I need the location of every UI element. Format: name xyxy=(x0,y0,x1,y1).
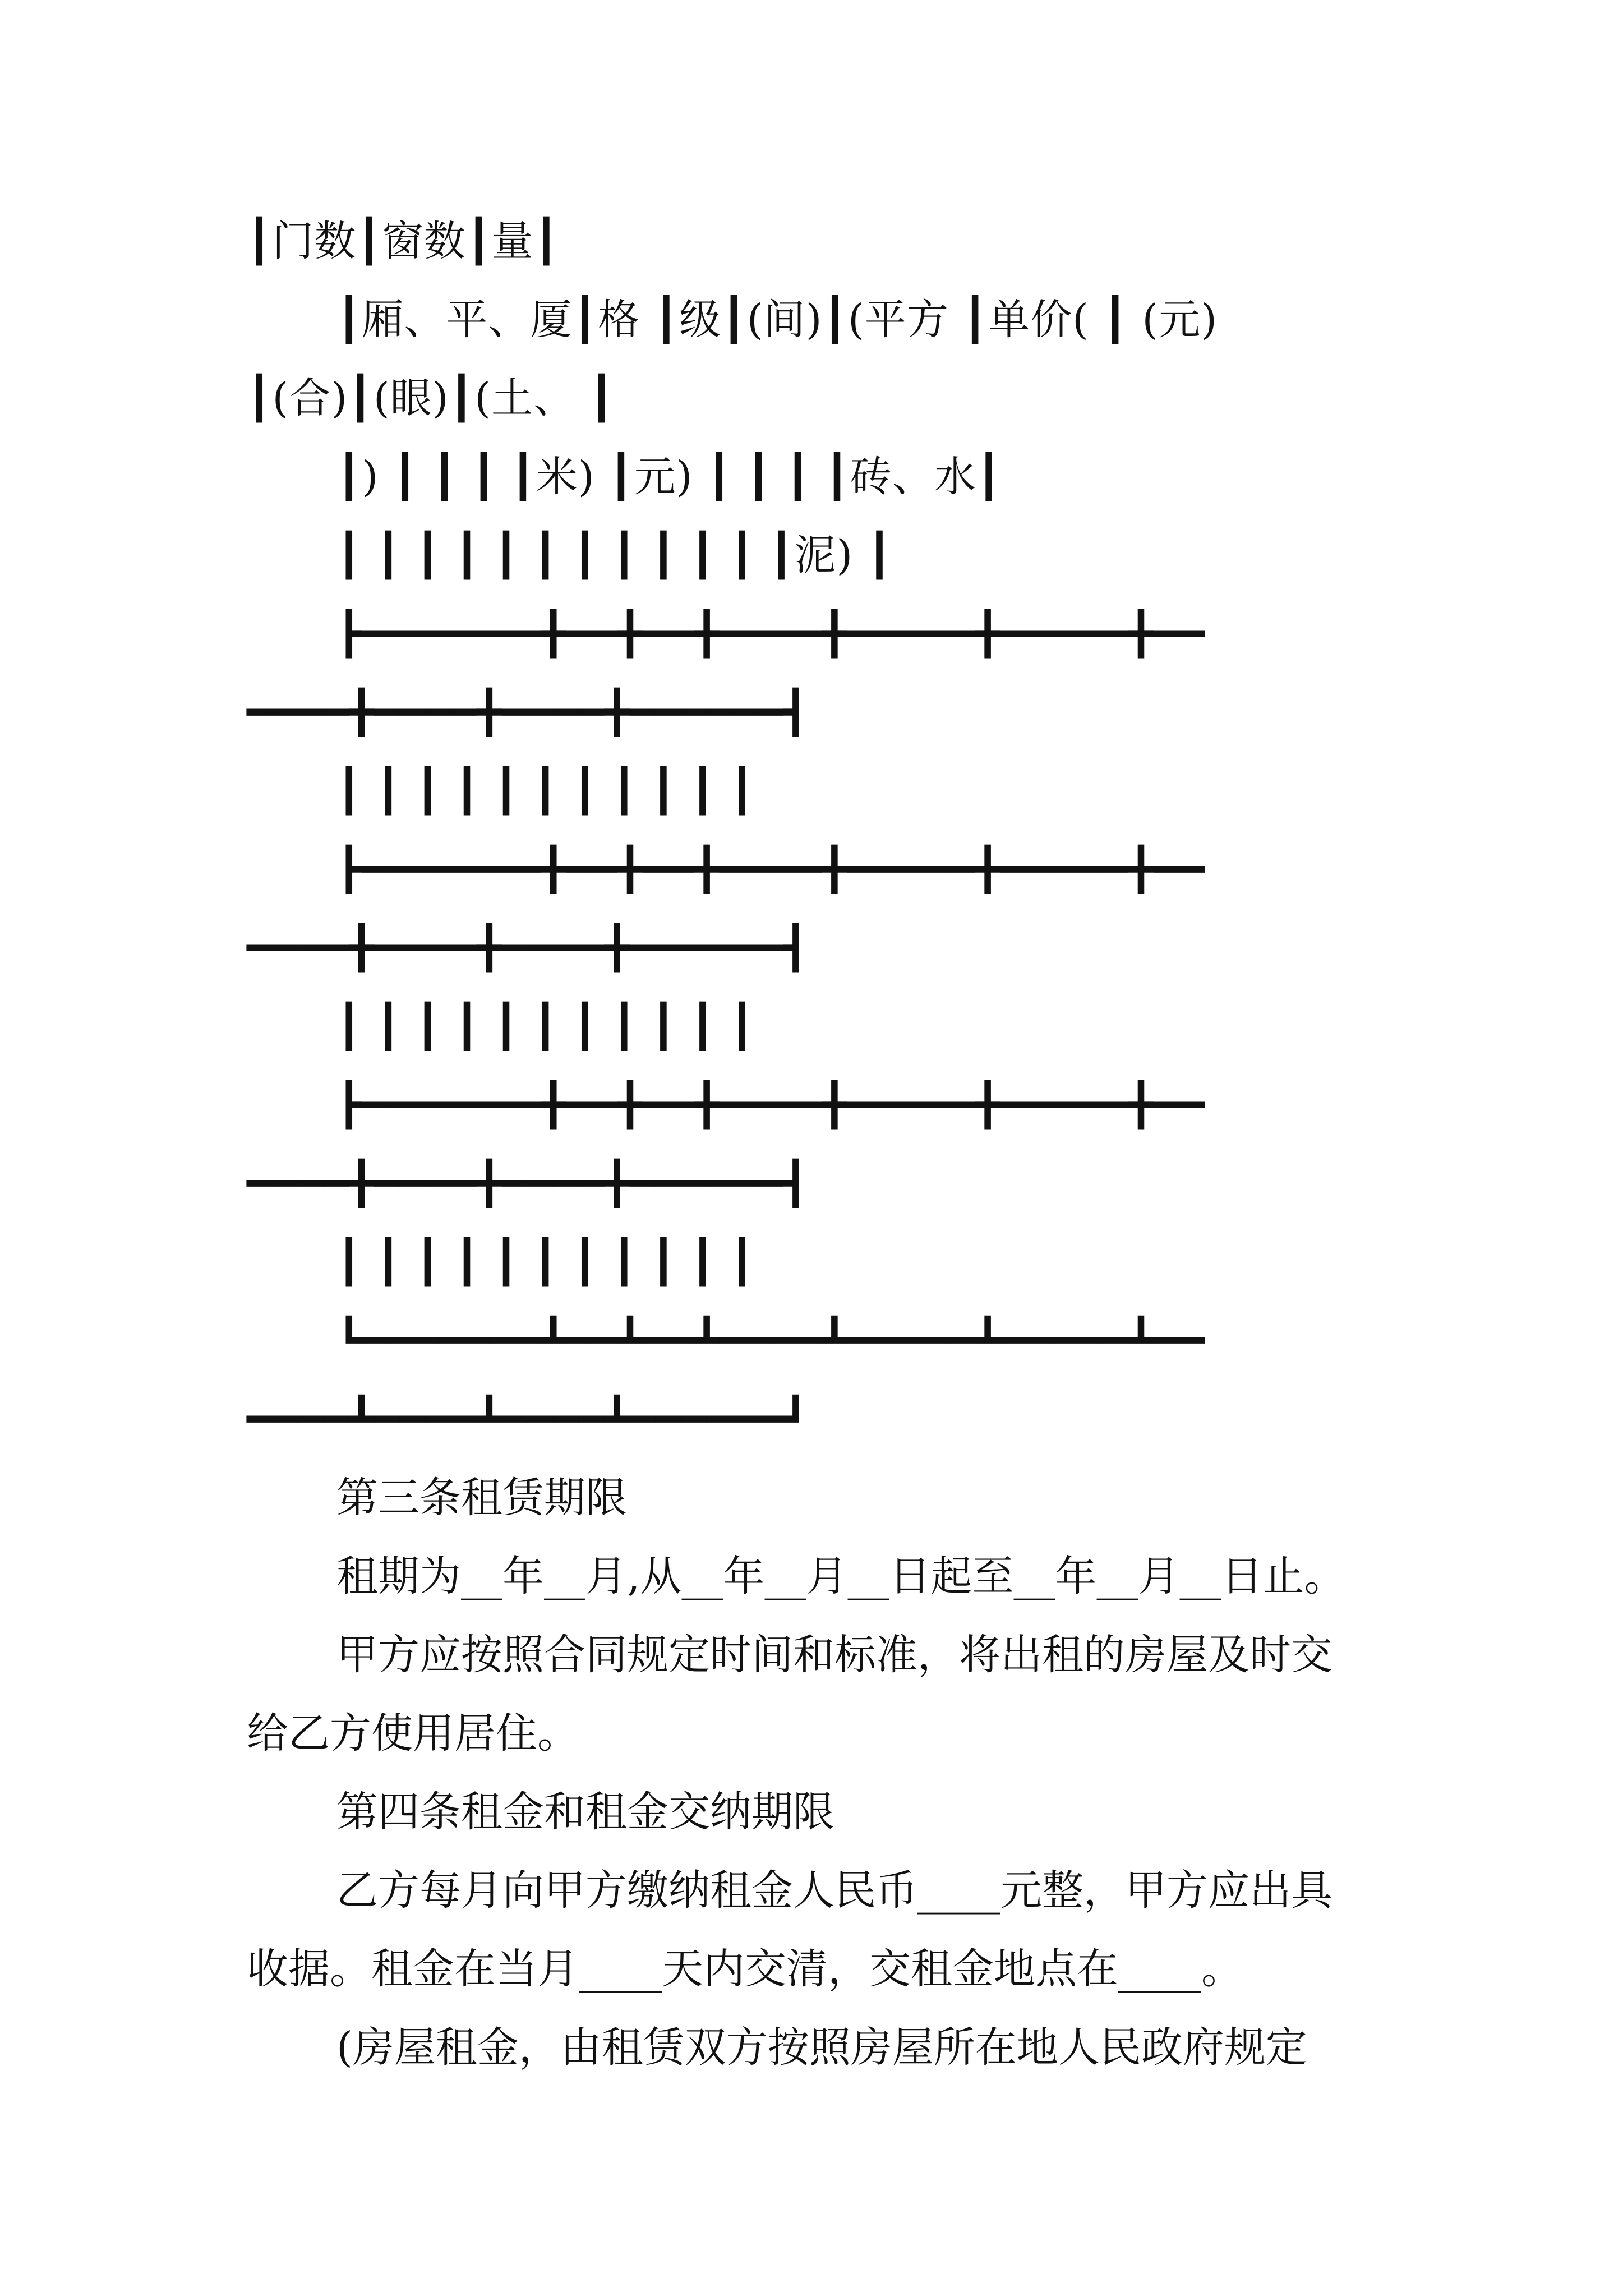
table-header-row-4: ┃) ┃ ┃ ┃ ┃米) ┃元) ┃ ┃ ┃ ┃砖、水┃ xyxy=(336,453,1002,501)
table-rule-3b: ━━━━╋━━━━╋━━━━╋━━━━━━┫ xyxy=(247,1159,809,1208)
table-rule-2b: ━━━━╋━━━━╋━━━━╋━━━━━━┫ xyxy=(247,924,809,972)
article4-note-line1: (房屋租金，由租赁双方按照房屋所在地人民政府规定 xyxy=(336,2023,1307,2072)
table-row-2: ┃ ┃ ┃ ┃ ┃ ┃ ┃ ┃ ┃ ┃ ┃ xyxy=(336,1002,755,1051)
table-row-1: ┃ ┃ ┃ ┃ ┃ ┃ ┃ ┃ ┃ ┃ ┃ xyxy=(336,767,755,815)
table-rule-bottom-b: ━━━━┻━━━━┻━━━━┻━━━━━━┛ xyxy=(247,1395,809,1443)
article4-rent-line2: 收据。租金在当月____天内交清，交租金地点在____。 xyxy=(247,1945,1243,1993)
article3-heading: 第三条租赁期限 xyxy=(336,1474,627,1522)
article3-delivery-line1: 甲方应按照合同规定时间和标准，将出租的房屋及时交 xyxy=(336,1631,1332,1679)
article3-delivery-line2: 给乙方使用居住。 xyxy=(247,1709,579,1757)
table-rule-bottom-a: ┗━━━━━━━┻━━┻━━┻━━━━┻━━━━━┻━━━━━┻━━ xyxy=(336,1317,1205,1365)
table-header-row-2: ┃厢、平、厦┃格 ┃级┃(间)┃(平方 ┃单价( ┃ (元) xyxy=(336,296,1218,344)
table-header-row-3: ┃(合)┃(眼)┃(土、 ┃ xyxy=(247,374,615,422)
article4-heading: 第四条租金和租金交纳期限 xyxy=(336,1788,834,1836)
table-header-row-1: ┃门数┃窗数┃量┃ xyxy=(247,217,560,265)
table-header-row-5: ┃ ┃ ┃ ┃ ┃ ┃ ┃ ┃ ┃ ┃ ┃ ┃泥) ┃ xyxy=(336,531,893,579)
table-rule-2a: ┣━━━━━━━╋━━╋━━╋━━━━╋━━━━━╋━━━━━╋━━ xyxy=(336,845,1205,894)
article4-rent-line1: 乙方每月向甲方缴纳租金人民币____元整，甲方应出具 xyxy=(336,1866,1332,1915)
article3-term: 租期为__年__月,从__年__月__日起至__年__月__日止。 xyxy=(336,1552,1346,1600)
table-rule-1a: ┣━━━━━━━╋━━╋━━╋━━━━╋━━━━━╋━━━━━╋━━ xyxy=(336,610,1205,658)
table-rule-3a: ┣━━━━━━━╋━━╋━━╋━━━━╋━━━━━╋━━━━━╋━━ xyxy=(336,1081,1205,1129)
table-rule-1b: ━━━━╋━━━━╋━━━━╋━━━━━━┫ xyxy=(247,688,809,737)
table-row-3: ┃ ┃ ┃ ┃ ┃ ┃ ┃ ┃ ┃ ┃ ┃ xyxy=(336,1238,755,1286)
